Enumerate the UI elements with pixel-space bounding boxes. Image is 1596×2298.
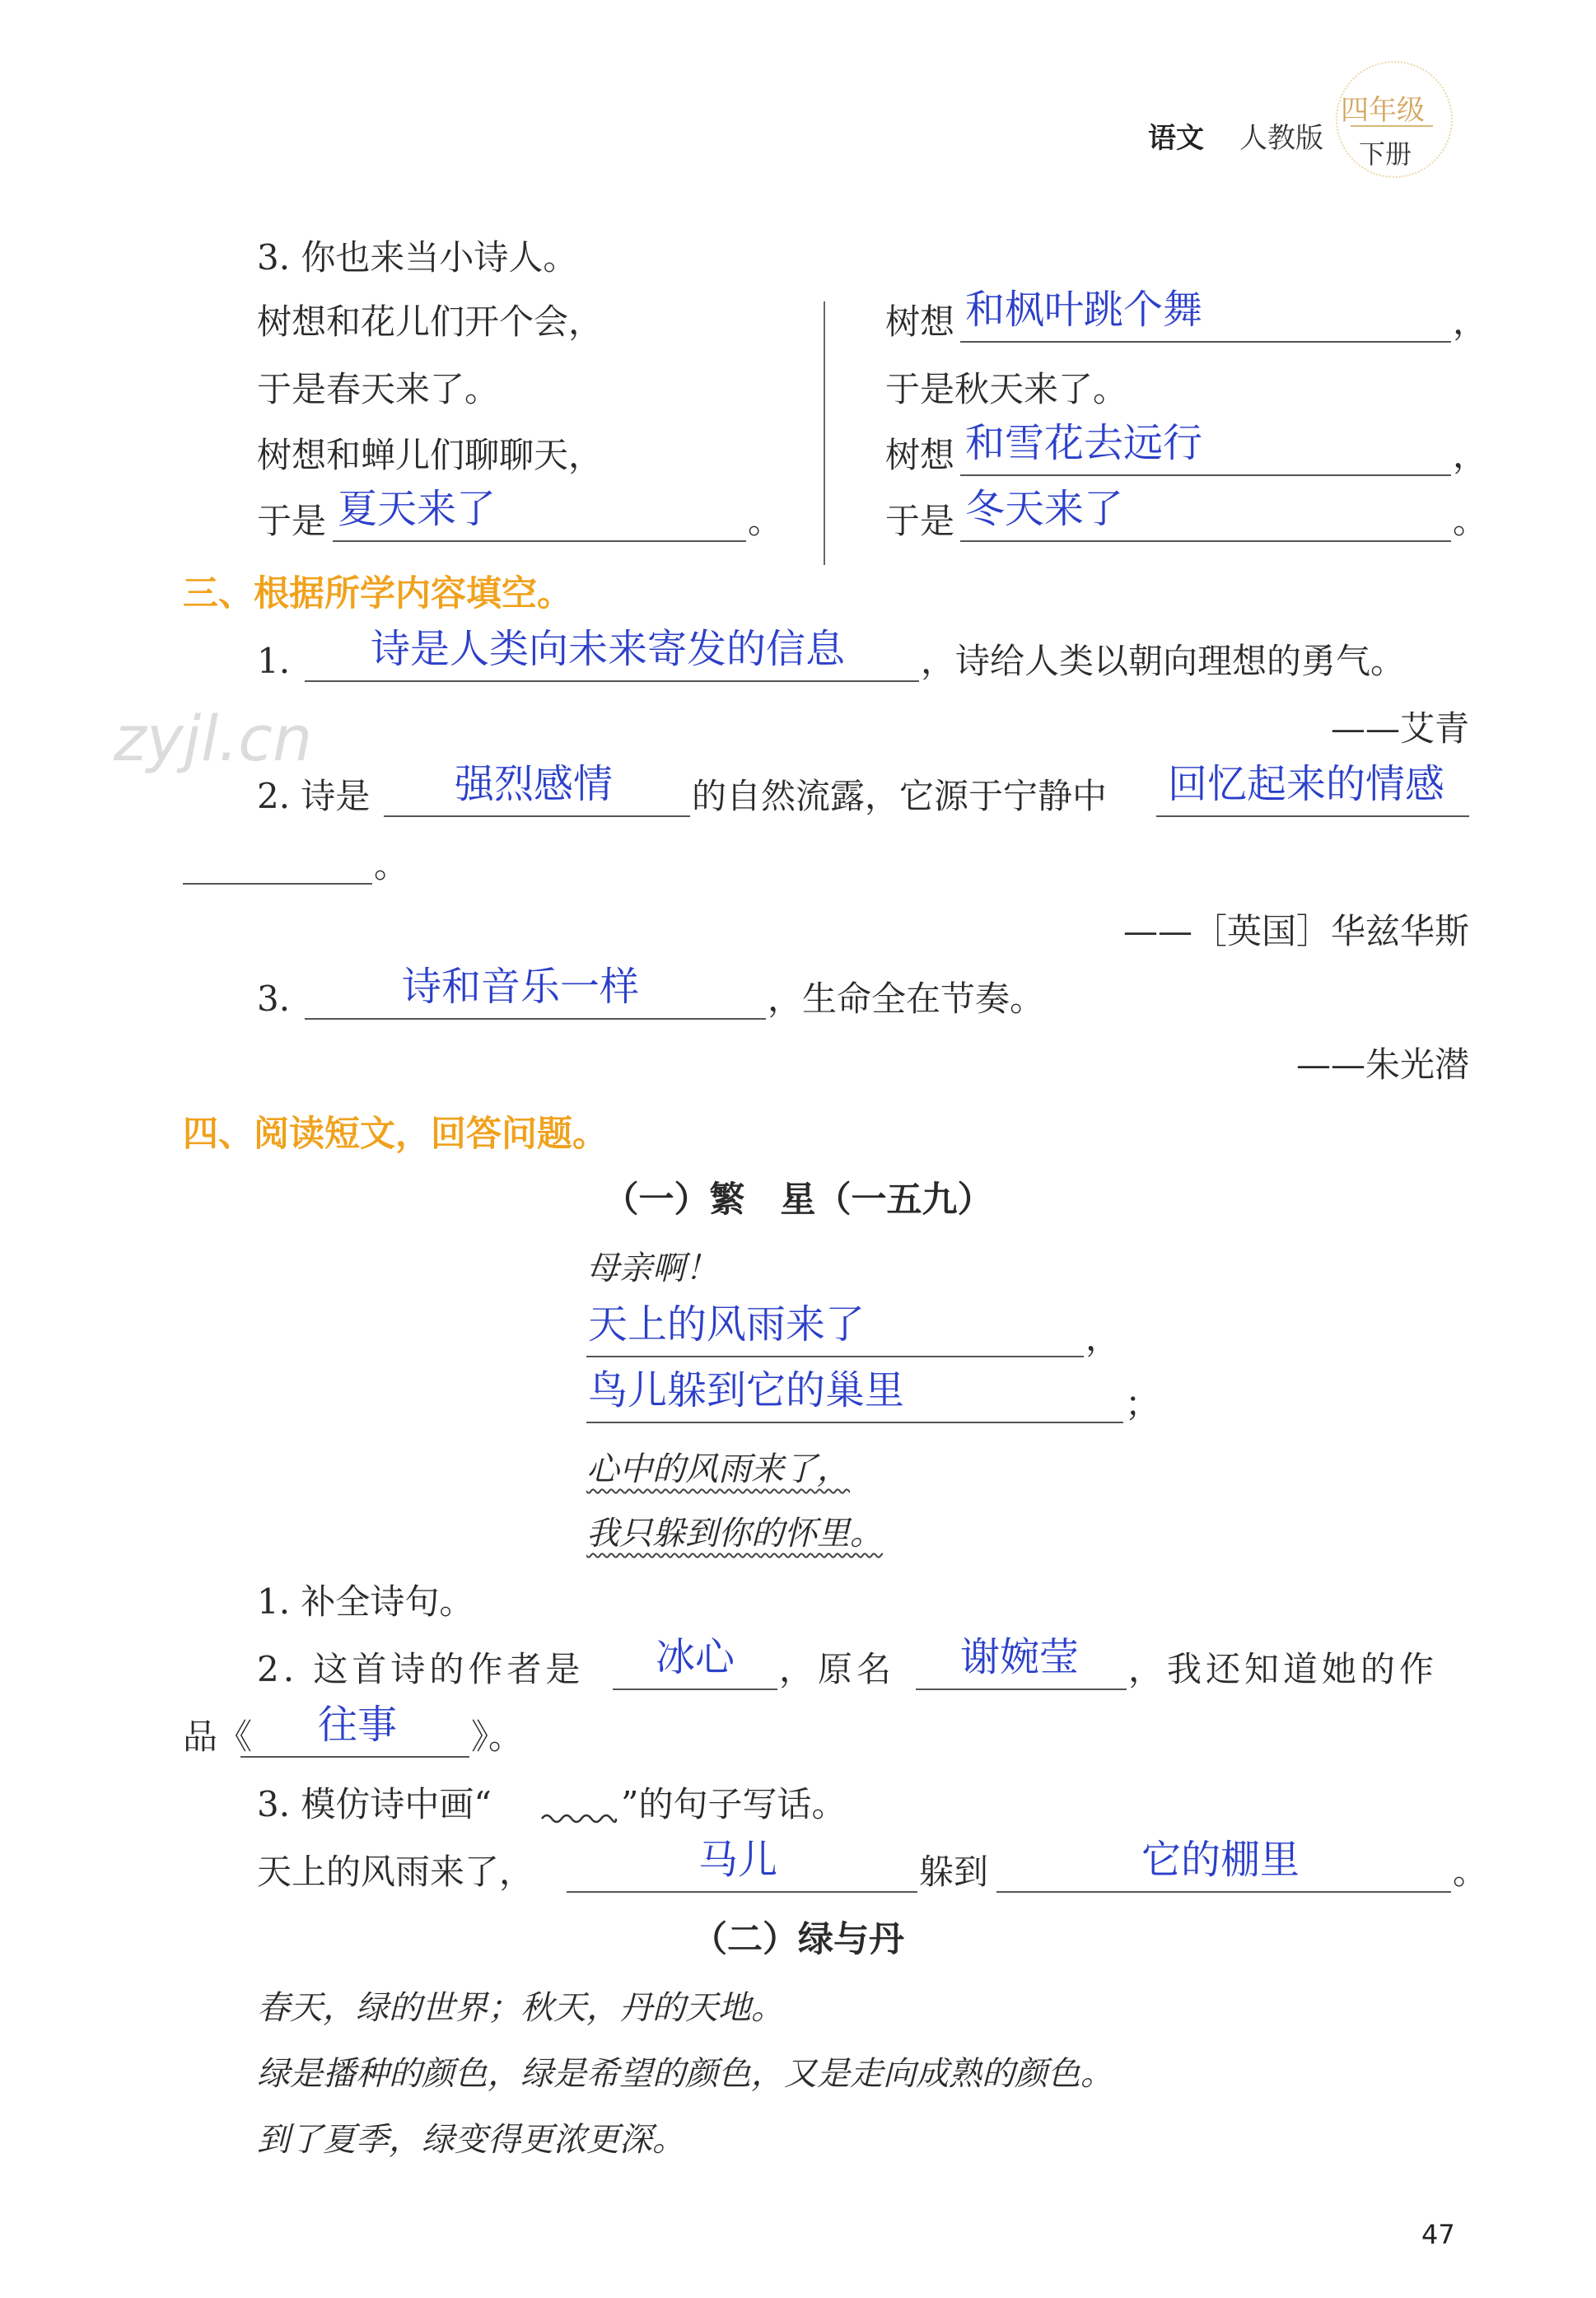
s3-q2-author: ——［英国］华兹华斯 [1122,911,1469,951]
poem-right-line-3-prefix: 树想 [885,435,955,475]
answer-winter: 冬天来了 [965,486,1124,532]
s3-q2-answer-1: 强烈感情 [455,761,614,807]
s3-q2-end: 。 [374,845,409,885]
poem-1-line-2-end: ， [1085,1318,1121,1358]
poem-2-line-2: 绿是播种的颜色，绿是希望的颜色，又是走向成熟的颜色。 [257,2055,1113,2093]
section-4-title: 四、阅读短文，回答问题。 [183,1114,608,1155]
s4-q2-rest: ，我还知道她的作 [1128,1649,1439,1689]
s4-q2-prefix: 2. 这首诗的作者是 [257,1649,585,1689]
s3-q3-rest: ，生命全在节奏。 [768,979,1045,1019]
s4-q3-line-prefix: 天上的风雨来了， [257,1852,534,1892]
blank-winter-verse [960,474,1451,476]
watermark: zyjl.cn [114,702,313,775]
column-divider [824,301,825,565]
s4-q2-blank-author [613,1688,777,1690]
s4-q2-answer-work: 往事 [318,1702,398,1748]
s4-q2-answer-name: 谢婉莹 [960,1634,1080,1680]
s3-q2-prefix: 2. 诗是 [257,776,371,816]
s4-q2-answer-author: 冰心 [656,1634,735,1680]
s3-q1-answer: 诗是人类向未来寄发的信息 [371,626,846,672]
poem-left-line-2: 于是春天来了。 [257,369,500,409]
s3-q1-rest: ，诗给人类以朝向理想的勇气。 [921,641,1406,681]
poem-left-line-1: 树想和花儿们开个会， [257,301,604,342]
s4-q3-end: 。 [1453,1852,1488,1892]
s3-q1-number: 1. [257,641,291,681]
header-edition: 人教版 [1239,122,1323,155]
s4-q1: 1. 补全诗句。 [257,1581,474,1622]
s4-q2-blank-name [916,1688,1127,1690]
s3-q3-number: 3. [257,979,291,1019]
header-subject: 语文 [1148,122,1204,155]
poem-right-line-2: 于是秋天来了。 [885,369,1128,409]
poem-right-line-4-end: 。 [1453,501,1488,541]
blank-summer [333,540,746,542]
answer-winter-verse: 和雪花去远行 [965,420,1203,466]
poem-left-line-3: 树想和蝉儿们聊聊天， [257,435,604,475]
poem-2-title: （二）绿与丹 [692,1919,904,1960]
section-3-title: 三、根据所学内容填空。 [183,573,572,614]
wavy-mark-icon [540,1809,618,1832]
s4-q2-line2-prefix: 品《 [183,1716,253,1757]
poem-1-answer-line-3: 鸟儿躲到它的巢里 [588,1367,905,1413]
s3-q2-blank-2 [1156,815,1469,817]
s3-q2-blank-1 [384,815,690,817]
question-3-label: 3. 你也来当小诗人。 [257,237,578,278]
s4-q3-blank-1 [567,1891,917,1893]
s4-q3-middle: 躲到 [919,1852,989,1892]
poem-1-title: （一）繁 星（一五九） [603,1179,993,1221]
grade-label: 四年级 [1341,94,1425,127]
poem-right-line-1-prefix: 树想 [885,301,955,342]
poem-1-line-5: 我只躲到你的怀里。 [586,1515,883,1553]
poem-1-blank-line-3 [586,1422,1123,1423]
poem-1-line-1: 母亲啊！ [586,1249,718,1287]
answer-autumn-verse: 和枫叶跳个舞 [965,287,1203,333]
poem-right-line-1-end: ， [1453,301,1488,342]
poem-1-line-3-end: ； [1125,1384,1160,1424]
s3-q1-blank [305,680,919,682]
page-number: 47 [1421,2219,1455,2250]
s4-q3-suffix: ”的句子写话。 [621,1784,847,1824]
poem-right-line-3-end: ， [1453,435,1488,475]
s4-q3-answer-2: 它的棚里 [1141,1837,1300,1883]
answer-summer: 夏天来了 [338,486,497,532]
blank-winter [960,540,1451,542]
s3-q2-answer-2: 回忆起来的情感 [1168,761,1445,807]
s3-q2-blank-2-cont [183,883,372,885]
blank-autumn-verse [960,341,1451,343]
s3-q2-middle: 的自然流露，它源于宁静中 [692,776,1108,816]
s4-q2-line2-end: 》。 [471,1716,524,1757]
s3-q3-blank [305,1018,766,1020]
grade-divider [1351,125,1433,127]
poem-left-line-4-prefix: 于是 [257,501,327,541]
s3-q1-author: ——艾青 [1330,708,1469,749]
volume-label: 下册 [1359,138,1412,170]
poem-1-line-4: 心中的风雨来了， [586,1450,850,1488]
poem-2-line-1: 春天，绿的世界；秋天，丹的天地。 [257,1989,784,2027]
s4-q2-blank-work [240,1756,469,1758]
s3-q3-answer: 诗和音乐一样 [402,964,640,1010]
s4-q3-blank-2 [996,1891,1451,1893]
s4-q3-answer-1: 马儿 [698,1837,778,1883]
poem-left-line-4-end: 。 [748,501,783,541]
poem-1-answer-line-2: 天上的风雨来了 [588,1301,866,1348]
poem-1-blank-line-2 [586,1356,1084,1357]
poem-2-line-3: 到了夏季，绿变得更浓更深。 [257,2121,685,2159]
s3-q3-author: ——朱光潜 [1295,1044,1469,1085]
s4-q2-middle: ，原名 [779,1649,896,1689]
s4-q3-prefix: 3. 模仿诗中画“ [257,1784,492,1824]
poem-right-line-4-prefix: 于是 [885,501,955,541]
